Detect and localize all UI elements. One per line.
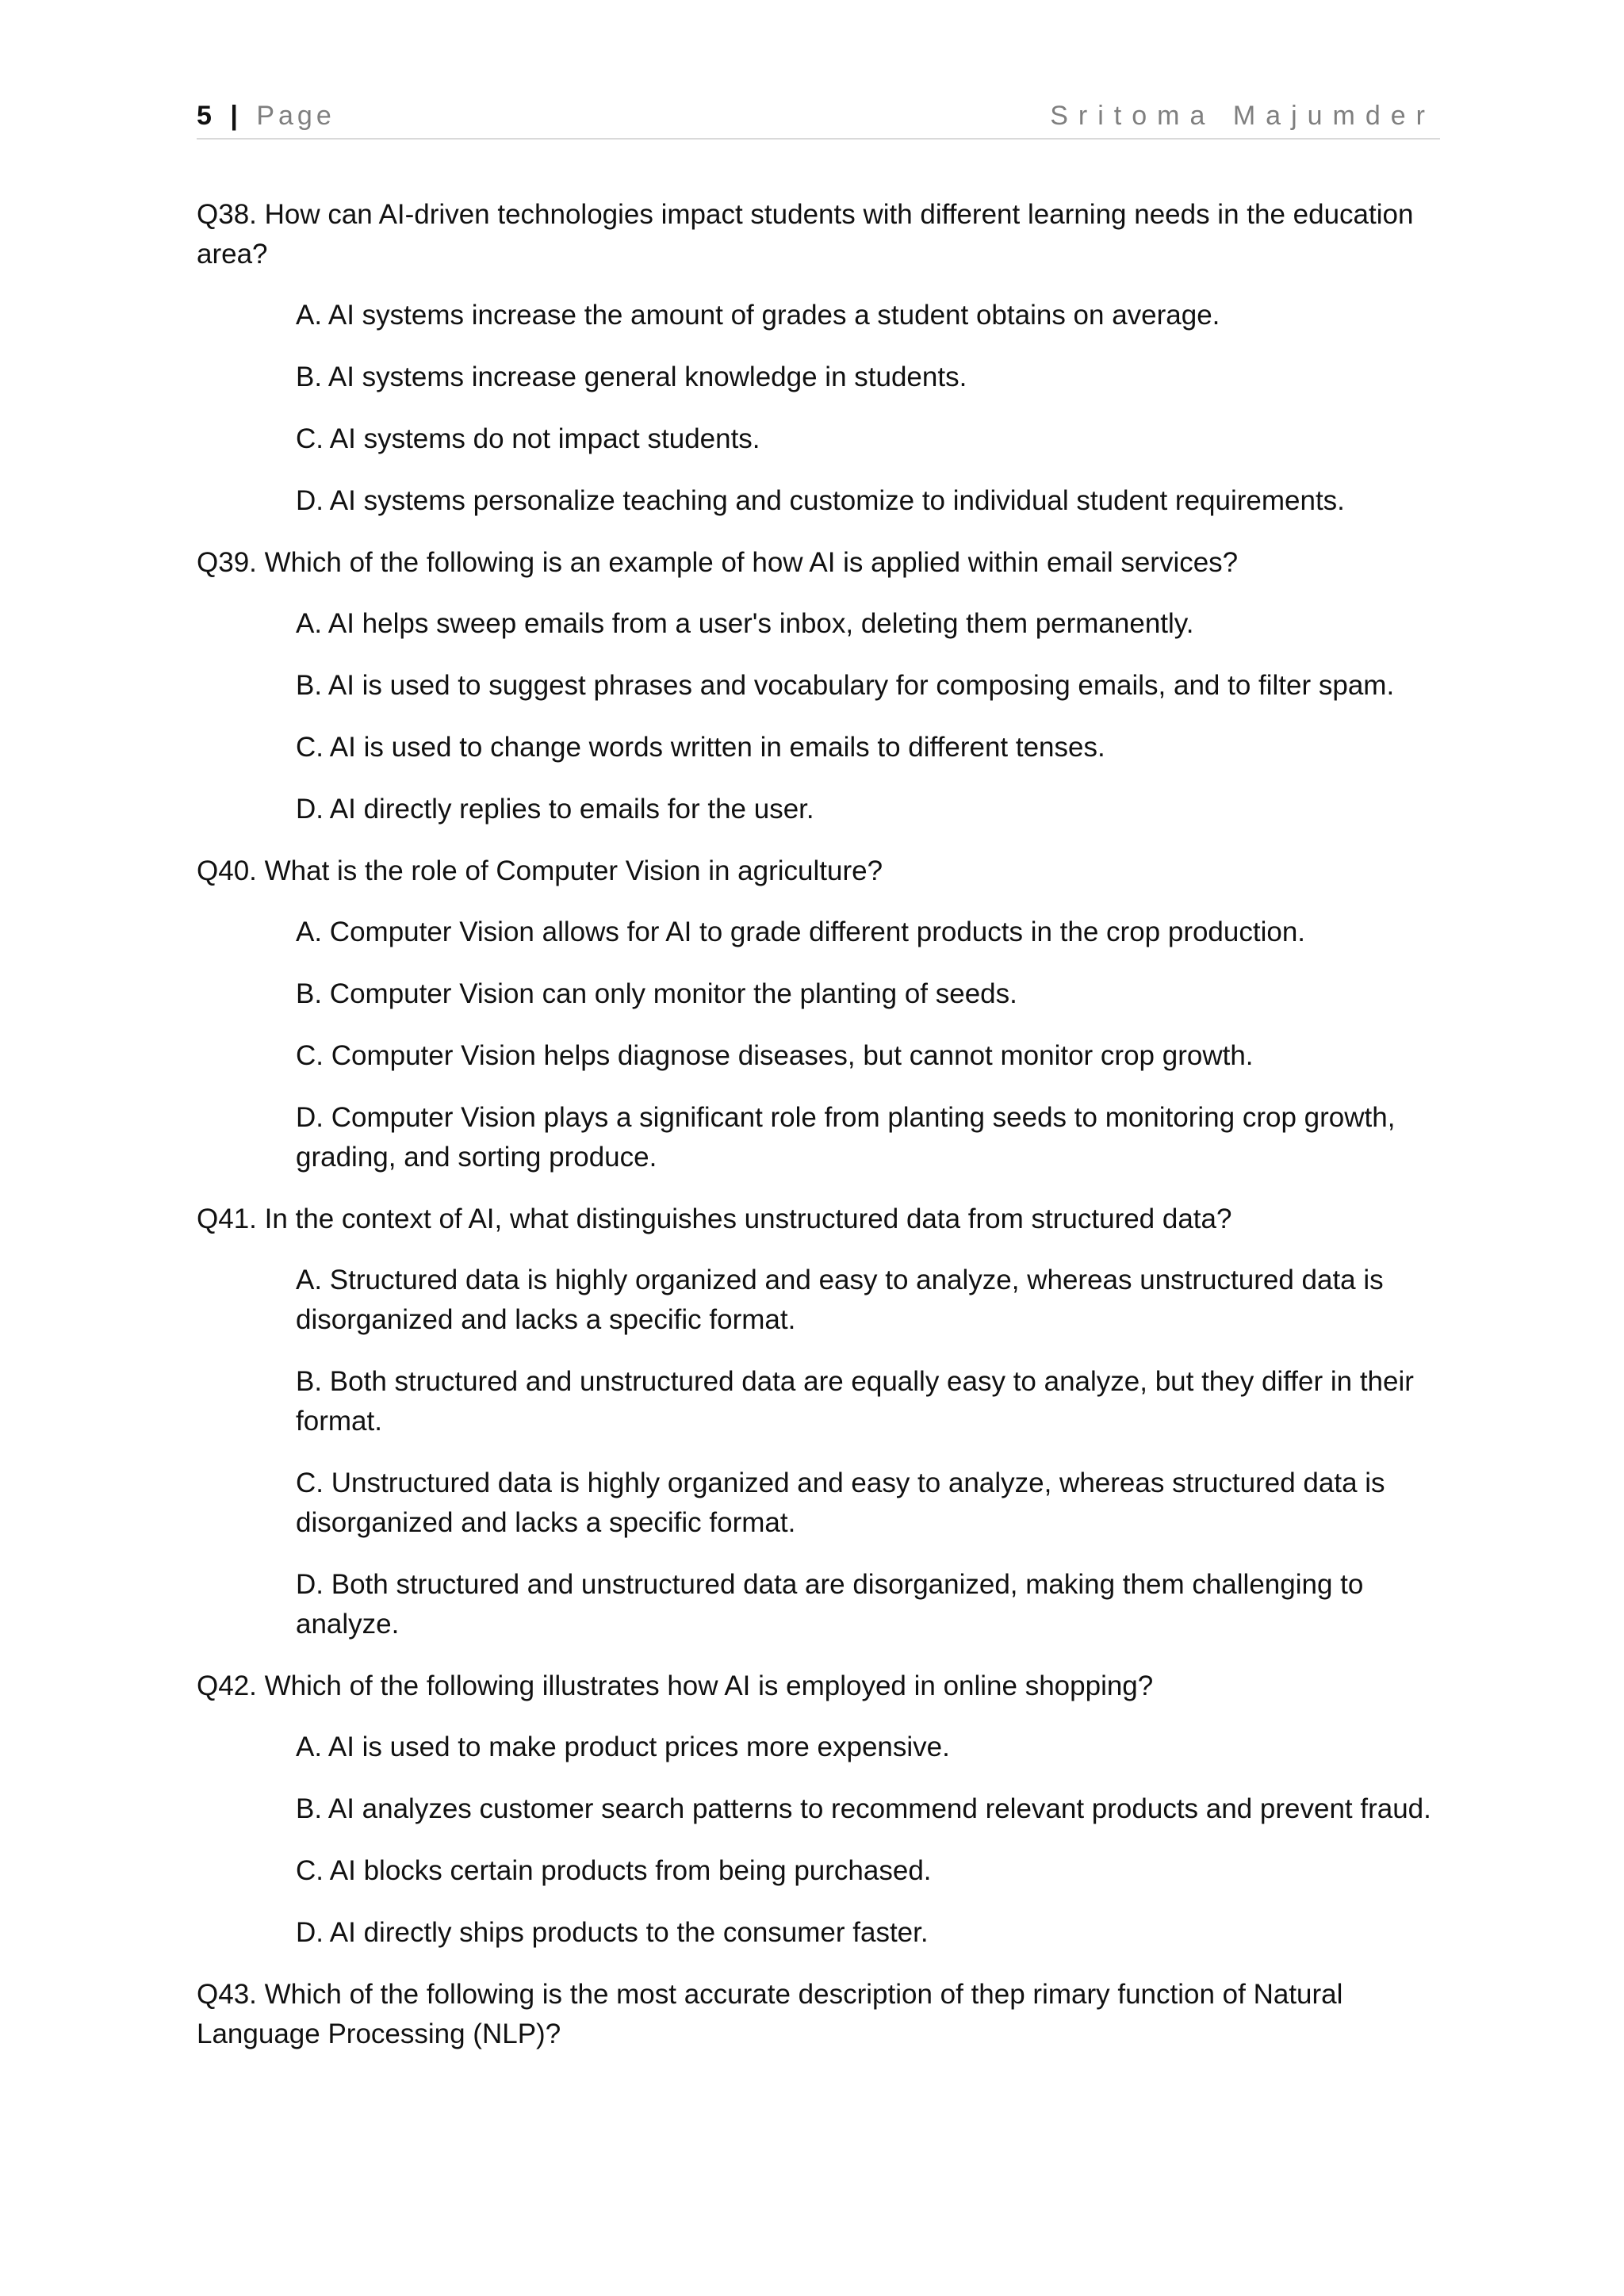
question-text: Q40. What is the role of Computer Vision in agriculture?: [197, 855, 883, 886]
answer-option: C. AI systems do not impact students.: [296, 423, 760, 454]
page-number-label: [197, 94, 335, 138]
answer-option: C. Unstructured data is highly organized and easy to analyze, whereas structured data is disorganized and lacks a specific format.: [296, 1468, 1385, 1538]
answer-option: D. AI directly ships products to the consumer faster.: [296, 1917, 929, 1948]
page-word: Page: [256, 101, 335, 131]
answer-option: A. AI helps sweep emails from a user's inbox, deleting them permanently.: [296, 608, 1194, 639]
page-header: [197, 94, 1440, 140]
author-name: Sritoma Majumder: [1050, 101, 1435, 131]
answer-option: B. AI is used to suggest phrases and vocabulary for composing emails, and to filter spam.: [296, 670, 1395, 701]
answer-option: B. AI systems increase general knowledge in students.: [296, 362, 967, 392]
answer-option: A. Computer Vision allows for AI to grade different products in the crop production.: [296, 916, 1306, 947]
question-text: Q38. How can AI-driven technologies impact students with different learning needs in the education area?: [197, 199, 1414, 270]
answer-option: B. Computer Vision can only monitor the planting of seeds.: [296, 978, 1017, 1009]
answer-option: B. AI analyzes customer search patterns to recommend relevant products and prevent fraud.: [296, 1793, 1431, 1824]
answer-option: D. AI directly replies to emails for the user.: [296, 794, 814, 825]
question-block-q39: [197, 543, 1440, 829]
question-block-q41: [197, 1200, 1440, 1644]
answer-option: D. Both structured and unstructured data are disorganized, making them challenging to analyze.: [296, 1569, 1364, 1640]
question-text: Q41. In the context of AI, what distinguishes unstructured data from structured data?: [197, 1203, 1232, 1234]
question-text: Q39. Which of the following is an example of how AI is applied within email services?: [197, 547, 1239, 578]
answer-option: D. Computer Vision plays a significant role from planting seeds to monitoring crop growth, grading, and sorting produce.: [296, 1102, 1396, 1173]
answer-option: A. Structured data is highly organized and easy to analyze, whereas unstructured data is disorganized and lacks a specific format.: [296, 1265, 1384, 1335]
question-block-q40: [197, 851, 1440, 1177]
answer-option: A. AI systems increase the amount of grades a student obtains on average.: [296, 300, 1220, 331]
question-block-q42: [197, 1667, 1440, 1953]
question-block-q38: [197, 195, 1440, 521]
question-text: Q42. Which of the following illustrates how AI is employed in online shopping?: [197, 1670, 1154, 1701]
question-list: [197, 195, 1440, 2076]
question-block-q43: [197, 1975, 1440, 2054]
answer-option: B. Both structured and unstructured data are equally easy to analyze, but they differ in their format.: [296, 1366, 1414, 1437]
answer-option: C. AI blocks certain products from being purchased.: [296, 1855, 932, 1886]
answer-option: D. AI systems personalize teaching and customize to individual student requirements.: [296, 485, 1345, 516]
header-separator: |: [230, 101, 242, 131]
answer-option: C. Computer Vision helps diagnose diseases, but cannot monitor crop growth.: [296, 1040, 1254, 1071]
answer-option: C. AI is used to change words written in emails to different tenses.: [296, 732, 1105, 763]
question-text: Q43. Which of the following is the most accurate description of thep rimary function of Natural Language Processing (NLP)?: [197, 1979, 1343, 2049]
answer-option: A. AI is used to make product prices more expensive.: [296, 1732, 950, 1762]
page-number: 5: [197, 101, 216, 131]
